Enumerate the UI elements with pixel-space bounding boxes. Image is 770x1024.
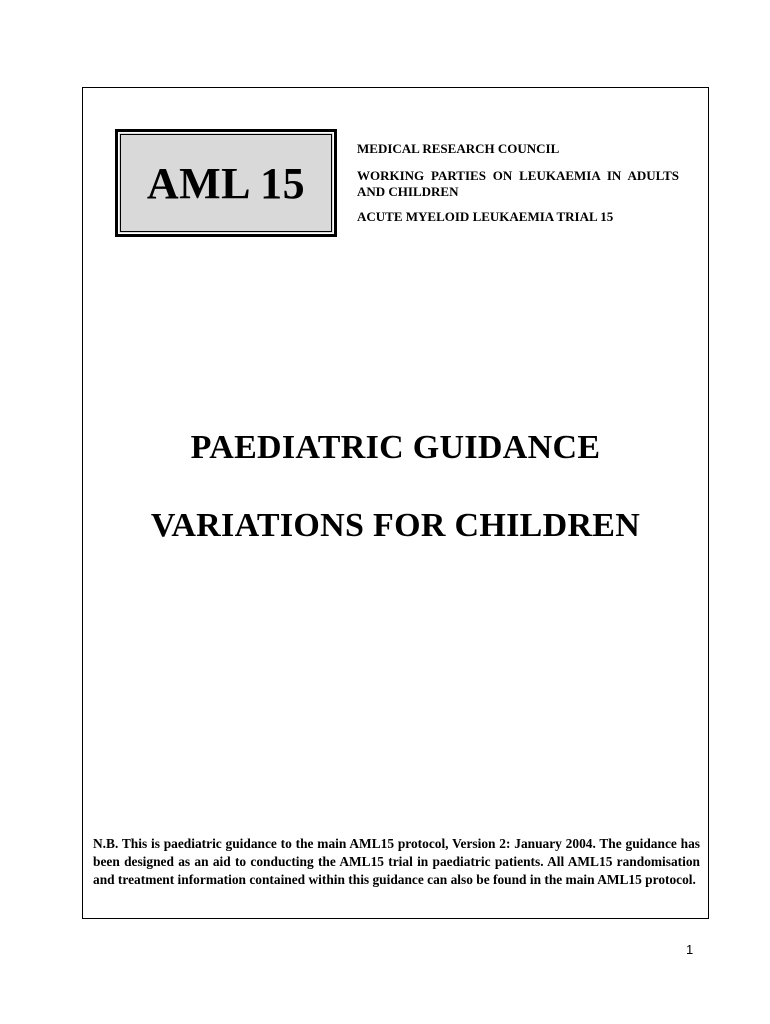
working-parties-heading: WORKING PARTIES ON LEUKAEMIA IN ADULTS AND CHILDREN bbox=[357, 168, 679, 199]
document-title: PAEDIATRIC GUIDANCE bbox=[190, 429, 601, 466]
page-number: 1 bbox=[686, 942, 694, 957]
trial-badge-label: AML 15 bbox=[146, 158, 306, 208]
trial-badge bbox=[115, 129, 337, 237]
document-subtitle: VARIATIONS FOR CHILDREN bbox=[150, 507, 641, 544]
trial-name: ACUTE MYELOID LEUKAEMIA TRIAL 15 bbox=[357, 209, 614, 224]
trial-badge-panel bbox=[118, 132, 334, 234]
guidance-note: N.B. This is paediatric guidance to the main AML15 protocol, Version 2: January 2004. The guidance has been designed as an aid to conducting the AML15 trial in paediatric patients. All AML15 randomisation and treatment information contained within this guidance can also be found in the main AML15 protocol. bbox=[93, 836, 700, 887]
organisation-name: MEDICAL RESEARCH COUNCIL bbox=[357, 141, 560, 156]
header-block bbox=[357, 141, 679, 236]
